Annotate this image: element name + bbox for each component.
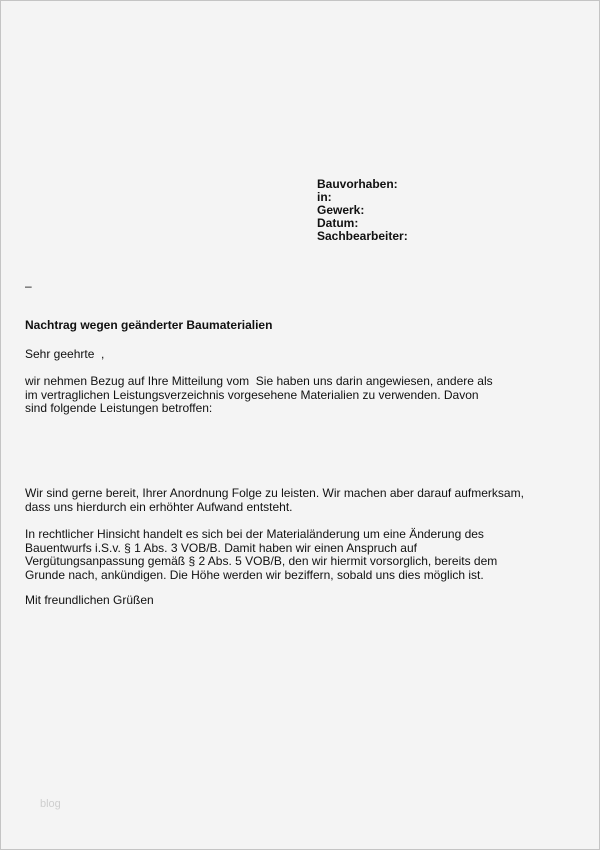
address-dash: – xyxy=(25,279,32,293)
closing: Mit freundlichen Grüßen xyxy=(25,593,154,607)
paragraph-legal: In rechtlicher Hinsicht handelt es sich bei der Materialänderung um eine Änderung des Bauentwurfs i.S.v. § 1 Abs. 3 VOB/B. Damit haben wir einen Anspruch auf Vergütungsanpassung gemäß § 2 Abs. 5 VOB/B, den wir hiermit vorsorglich, bereits dem Grunde nach, ankündigen. Die Höhe werden wir beziffern, sobald uns dies möglich ist. xyxy=(25,527,498,582)
project-header-fields xyxy=(317,178,408,243)
field-in: in: xyxy=(317,190,332,204)
paragraph-notice: Wir sind gerne bereit, Ihrer Anordnung Folge zu leisten. Wir machen aber darauf aufmerksam, dass uns hierdurch ein erhöhter Aufwand entsteht. xyxy=(25,486,524,514)
subject-line: Nachtrag wegen geänderter Baumaterialien xyxy=(25,318,273,332)
field-gewerk: Gewerk: xyxy=(317,203,365,217)
field-datum: Datum: xyxy=(317,216,359,230)
field-bauvorhaben: Bauvorhaben: xyxy=(317,177,398,191)
field-sachbearbeiter: Sachbearbeiter: xyxy=(317,229,408,243)
paragraph-reference: wir nehmen Bezug auf Ihre Mitteilung vom Sie haben uns darin angewiesen, andere als im vertraglichen Leistungsverzeichnis vorgesehene Materialien zu verwenden. Davon sind folgende Leistungen betroffen: xyxy=(25,374,496,416)
salutation: Sehr geehrte , xyxy=(25,347,105,361)
watermark-logo: blog xyxy=(40,798,61,810)
